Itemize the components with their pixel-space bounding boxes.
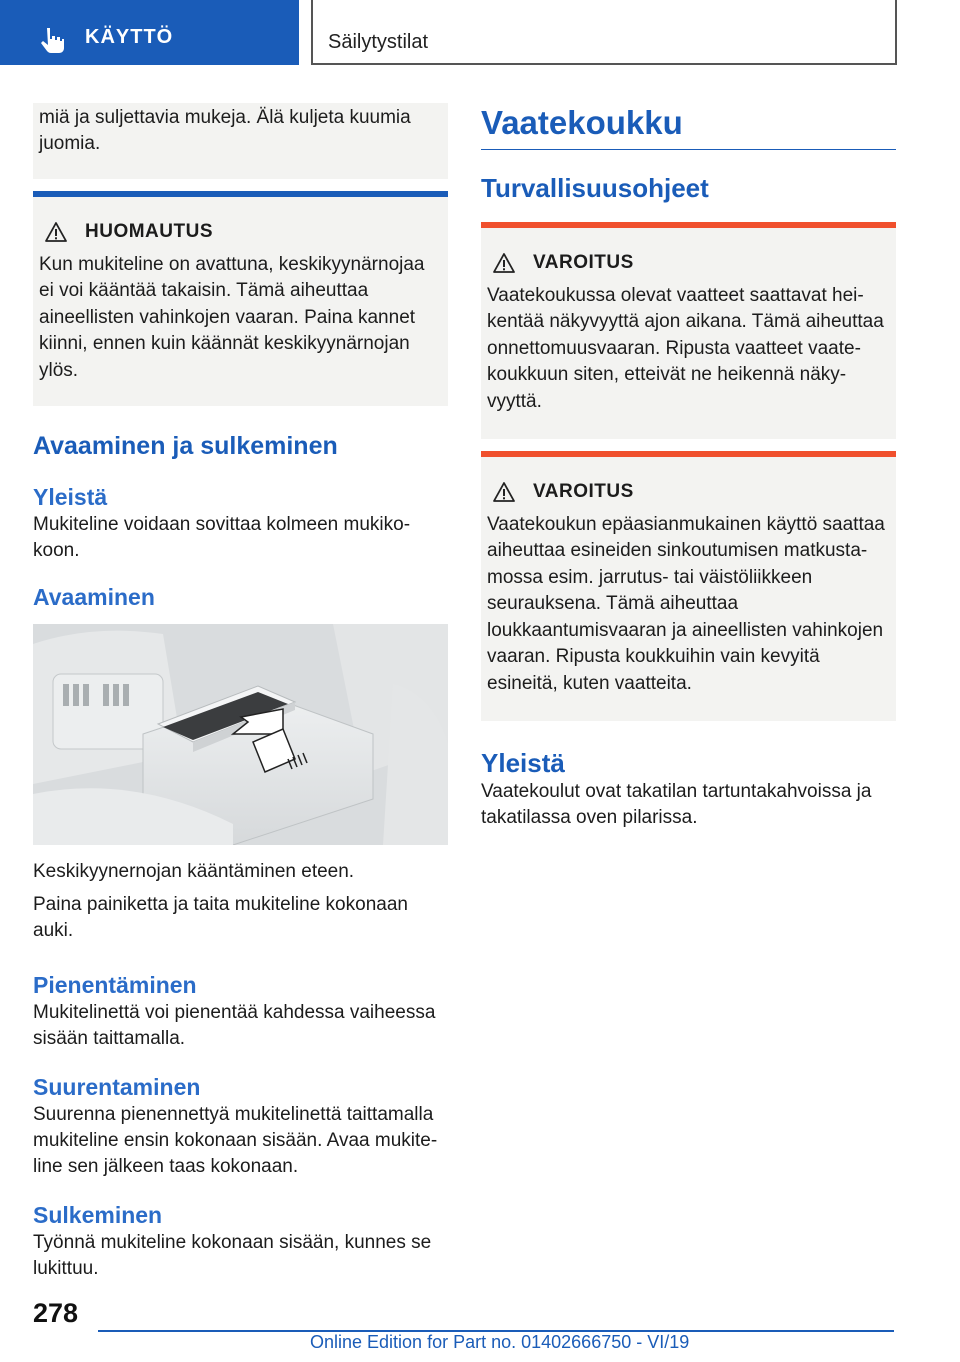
note-continuation-text: miä ja suljettavia mukeja. Älä kuljeta kuumia juomia. (39, 107, 411, 154)
warning-triangle-icon (493, 482, 515, 502)
heading-reduce: Pienentäminen (33, 972, 197, 998)
heading-open-close: Avaaminen ja sulkeminen (33, 432, 338, 460)
warning-box-1 (481, 222, 896, 439)
page-number: 278 (33, 1298, 79, 1328)
section-tab[interactable] (0, 0, 299, 65)
warning-box-2 (481, 451, 896, 721)
right-column (481, 103, 896, 831)
hand-pointer-icon (38, 26, 66, 54)
heading-close: Sulkeminen (33, 1202, 163, 1228)
text-close: Työnnä mukiteline kokonaan sisään, kunnes se lukittuu. (33, 1232, 432, 1279)
text-reduce: Mukitelinettä voi pienentää kahdessa vaiheessa sisään taittamalla. (33, 1002, 436, 1049)
heading-general-right: Yleistä (481, 748, 565, 778)
warning-1-text: Vaatekoukussa olevat vaatteet saattavat heikentää näkyvyyttä ajon aikana. Tämä aiheuttaa onnettomuusvaaran. Ripusta vaatteet vaatekoukkuun siten, etteivät ne heikennä näkyvyyttä. (487, 284, 884, 412)
text-enlarge: Suurenna pienennettyä mukitelinettä taittamalla mukiteline ensin kokonaan sisään. Avaa mukiteline sen jälkeen taas kokonaan. (33, 1104, 438, 1177)
heading-safety: Turvallisuusohjeet (481, 173, 709, 203)
warning-triangle-icon (493, 253, 515, 273)
footer-edition: Online Edition for Part no. 01402666750 - VI/19 (310, 1332, 690, 1352)
heading-opening: Avaaminen (33, 584, 155, 610)
heading-coat-hook: Vaatekoukku (481, 103, 896, 150)
warning-1-title: VAROITUS (533, 252, 634, 273)
left-column (33, 103, 448, 1282)
notice-title: HUOMAUTUS (85, 221, 213, 242)
instruction-open: Paina painiketta ja taita mukiteline kokonaan auki. (33, 894, 408, 941)
note-continuation (33, 103, 448, 179)
notice-box (33, 191, 448, 406)
notice-text: Kun mukiteline on avattuna, keskikyynärnojaa ei voi kääntää takaisin. Tämä aiheuttaa aineellisten vahinkojen vaaran. Paina kannet kiinni, ennen kuin käännät keskikyynärnojan ylös. (39, 253, 425, 381)
chapter-title: Säilytystilat (328, 31, 429, 53)
armrest-illustration-svg (33, 624, 448, 845)
heading-general: Yleistä (33, 484, 108, 510)
section-label: KÄYTTÖ (85, 26, 174, 48)
figure-caption: Keskikyynernojan kääntäminen eteen. (33, 861, 355, 882)
text-general-right: Vaatekoulut ovat takatilan tartuntakahvoissa ja takatilassa oven pilarissa. (481, 781, 872, 828)
chapter-header (311, 0, 897, 65)
warning-triangle-icon (45, 222, 67, 242)
warning-2-text: Vaatekoukun epäasianmukainen käyttö saattaa aiheuttaa esineiden sinkoutumisen matkustamossa esim. jarrutus- tai väistöliikkeen seurauksena. Tämä aiheuttaa loukkaantumisvaaran ja aineellisten vahinkojen vaaran. Ripusta koukkuihin vain kevyitä esineitä, kuten vaatteita. (487, 513, 885, 694)
heading-enlarge: Suurentaminen (33, 1074, 201, 1100)
warning-2-title: VAROITUS (533, 481, 634, 502)
armrest-cupholder-illustration (33, 624, 448, 845)
text-general: Mukiteline voidaan sovittaa kolmeen mukikokoon. (33, 514, 411, 561)
